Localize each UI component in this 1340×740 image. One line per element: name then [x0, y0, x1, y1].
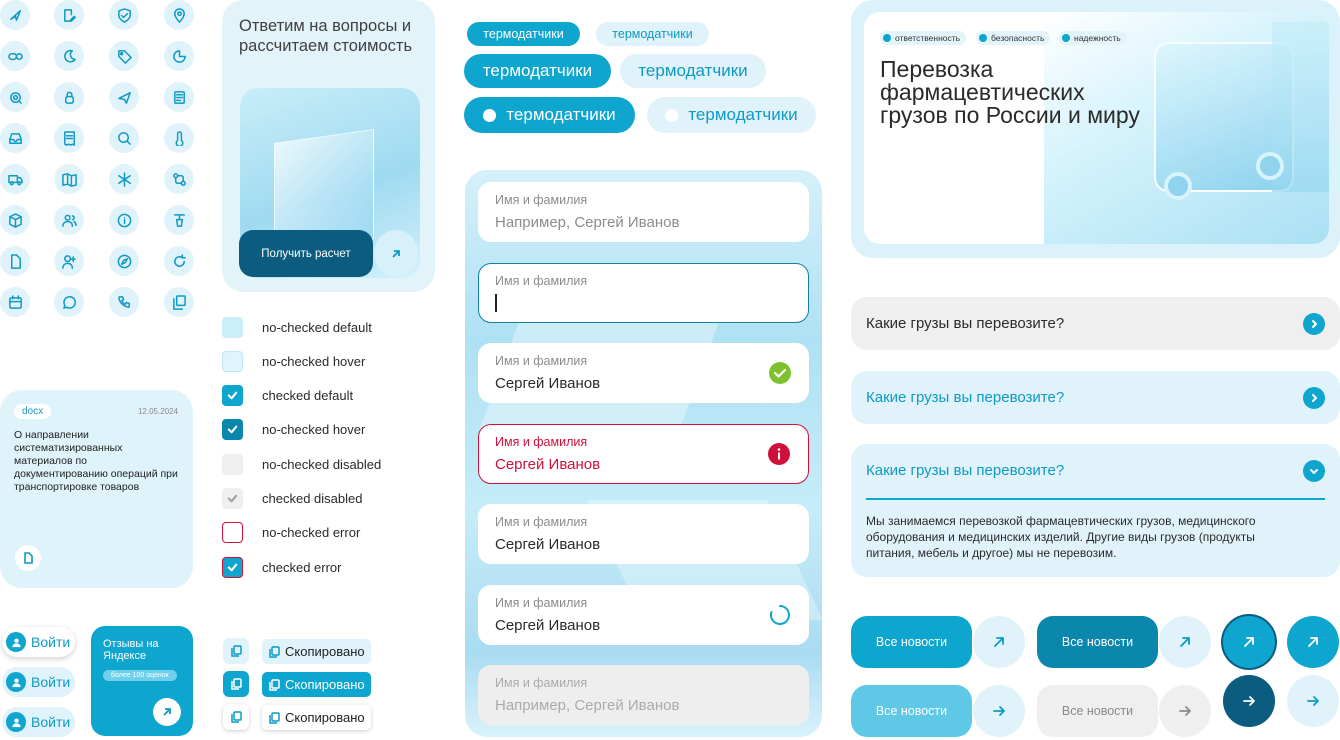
arrow-up-right-icon[interactable] [1223, 616, 1275, 668]
copied-label: Скопировано [285, 644, 365, 659]
calendar-icon [0, 287, 30, 317]
document-date: 12.05.2024 [137, 407, 178, 416]
name-field-success[interactable] [478, 343, 809, 403]
calculation-card [222, 0, 435, 292]
all-news-button-light[interactable]: Все новости [851, 685, 972, 737]
copied-label: Скопировано [285, 710, 365, 725]
route-icon [164, 164, 194, 194]
compass-icon [109, 246, 139, 276]
copied-button[interactable] [262, 705, 371, 730]
faq-item-open[interactable] [851, 444, 1340, 577]
hero-tag: ответственность [880, 31, 966, 45]
field-value: Сергей Иванов [495, 617, 601, 634]
field-placeholder: Например, Сергей Иванов [495, 697, 680, 714]
checkbox[interactable] [222, 522, 243, 543]
airplane-icon [109, 82, 139, 112]
checkbox-row[interactable] [222, 522, 360, 544]
arrow-up-right-icon[interactable] [1287, 616, 1339, 668]
login-label: Войти [31, 634, 71, 650]
copy-button[interactable] [223, 671, 249, 697]
checkbox-label: checked error [262, 559, 342, 575]
yandex-reviews-card[interactable] [91, 626, 193, 736]
checkbox[interactable] [222, 454, 243, 475]
edit-doc-icon [54, 0, 84, 30]
reviews-badge: более 100 оценок [103, 670, 177, 681]
add-user-icon [54, 246, 84, 276]
arrow-up-right-icon[interactable] [973, 616, 1025, 668]
field-value: Сергей Иванов [495, 536, 601, 553]
file-icon[interactable] [15, 545, 41, 571]
get-calculation-button[interactable]: Получить расчет [239, 230, 373, 277]
chevron-down-icon [1303, 460, 1325, 482]
copied-button[interactable] [262, 639, 371, 664]
shield-check-icon [109, 0, 139, 30]
all-news-button-disabled: Все новости [1037, 685, 1158, 737]
arrow-right-icon[interactable] [1223, 675, 1275, 727]
arrow-up-right-icon[interactable] [153, 698, 181, 726]
user-icon [6, 632, 26, 652]
receipt-icon [54, 123, 84, 153]
hero-title: Перевозка фармацевтических грузов по России и миру [880, 56, 1140, 128]
checkbox[interactable] [222, 317, 243, 338]
field-label: Имя и фамилия [495, 354, 588, 368]
chip-radio-active[interactable] [464, 97, 635, 133]
user-icon [6, 712, 26, 732]
chip-label: термодатчики [506, 105, 616, 124]
people-icon [54, 205, 84, 235]
info-icon [109, 205, 139, 235]
checkbox-row[interactable] [222, 350, 365, 372]
faq-question: Какие грузы вы перевозите? [866, 315, 1065, 332]
customs-icon [164, 205, 194, 235]
login-button[interactable] [2, 707, 75, 737]
error-icon [768, 443, 790, 465]
chip-label: термодатчики [688, 105, 798, 124]
name-field-filled[interactable] [478, 504, 809, 564]
field-label: Имя и фамилия [495, 596, 588, 610]
arrow-up-right-icon[interactable] [1159, 616, 1211, 668]
checkbox-row[interactable] [222, 488, 362, 510]
name-field-focused[interactable] [478, 263, 809, 323]
checkbox-row[interactable] [222, 419, 365, 441]
name-field-loading[interactable] [478, 585, 809, 645]
copied-label: Скопировано [285, 677, 365, 692]
chip-active-medium[interactable] [464, 54, 611, 88]
text-cursor [495, 294, 497, 312]
checkbox[interactable] [222, 488, 243, 509]
chip-label: термодатчики [483, 27, 564, 41]
name-field-disabled [478, 665, 809, 725]
login-label: Войти [31, 674, 71, 690]
calculation-title: Ответим на вопросы и рассчитаем стоимость [239, 17, 413, 55]
chip-label: термодатчики [612, 27, 693, 41]
arrow-up-right-icon[interactable] [374, 230, 418, 277]
radio-dot [483, 109, 496, 122]
document-title: О направлении систематизированных материалов по документированию операций при транспортировке товаров [14, 429, 178, 493]
document-type-badge: docx [14, 404, 51, 419]
all-news-button[interactable]: Все новости [851, 616, 972, 668]
checkbox[interactable] [222, 557, 243, 578]
field-value: Сергей Иванов [495, 456, 601, 473]
checkbox-label: checked disabled [262, 491, 363, 506]
snowflake-icon [109, 164, 139, 194]
arrow-right-icon[interactable] [973, 685, 1025, 737]
map-icon [54, 164, 84, 194]
user-icon [6, 672, 26, 692]
magnifier-icon [0, 82, 30, 112]
file-icon [0, 246, 30, 276]
radio-dot [665, 109, 678, 122]
checkbox-label: no-checked default [262, 319, 372, 335]
field-value: Сергей Иванов [495, 375, 601, 392]
checkbox-row[interactable] [222, 385, 353, 407]
faq-answer: Мы занимаемся перевозкой фармацевтических грузов, медицинского оборудования и медицинских изделий. Другие виды грузов (продукты питания, мебель и другое) мы не перевозим. [866, 514, 1256, 560]
inbox-icon [0, 123, 30, 153]
chip-label: термодатчики [482, 61, 593, 80]
chip-radio[interactable] [647, 97, 816, 133]
field-label: Имя и фамилия [495, 435, 588, 449]
field-label: Имя и фамилия [495, 193, 588, 207]
chevron-right-icon [1303, 313, 1325, 335]
box-icon [0, 205, 30, 235]
name-field-default[interactable] [478, 182, 809, 242]
phone-icon [109, 287, 139, 317]
hero-card [864, 12, 1329, 244]
checkbox-row[interactable] [222, 316, 372, 338]
refresh-icon [164, 246, 194, 276]
field-label: Имя и фамилия [495, 515, 588, 529]
chip-label: термодатчики [638, 61, 748, 80]
lock-icon [54, 82, 84, 112]
hero-tag: надежность [1059, 31, 1127, 45]
copy-icon [164, 287, 194, 317]
arrow-right-icon[interactable] [1287, 675, 1339, 727]
navigation-icon [0, 0, 30, 30]
copy-button[interactable] [223, 638, 249, 664]
faq-item-default[interactable] [851, 297, 1340, 350]
faq-divider [866, 498, 1325, 500]
field-label: Имя и фамилия [495, 676, 588, 690]
location-pin-icon [164, 0, 194, 30]
field-label: Имя и фамилия [495, 274, 588, 288]
check-circle-icon [769, 362, 791, 384]
checkbox-label: no-checked hover [262, 422, 366, 438]
moon-icon [54, 41, 84, 71]
all-news-button-hover[interactable]: Все новости [1037, 616, 1158, 668]
pills-icon [0, 41, 30, 71]
checkbox-label: no-checked error [262, 525, 361, 541]
hero-tag: безопасность [976, 31, 1050, 45]
search-icon [109, 123, 139, 153]
login-button[interactable] [2, 627, 75, 657]
faq-question: Какие грузы вы перевозите? [866, 462, 1065, 479]
faq-item-hover[interactable] [851, 371, 1340, 424]
document-list-icon [164, 82, 194, 112]
copied-button[interactable] [262, 672, 371, 697]
chip-medium[interactable] [620, 54, 766, 88]
copy-button[interactable] [223, 704, 249, 730]
reviews-title: Отзывы на Яндексе [103, 638, 159, 662]
checkbox[interactable] [222, 419, 243, 440]
checkbox-label: no-checked hover [262, 353, 366, 369]
login-button[interactable] [2, 667, 75, 697]
login-label: Войти [31, 714, 71, 730]
checkbox-row[interactable] [222, 453, 381, 475]
arrow-right-icon [1159, 685, 1211, 737]
chip-small[interactable] [596, 22, 709, 46]
chevron-right-icon [1303, 387, 1325, 409]
checkbox[interactable] [222, 351, 243, 372]
whatsapp-icon [54, 287, 84, 317]
checkbox[interactable] [222, 385, 243, 406]
tag-icon [109, 41, 139, 71]
thermometer-icon [164, 123, 194, 153]
pie-chart-icon [164, 41, 194, 71]
name-field-error[interactable] [478, 424, 809, 484]
truck-icon [0, 164, 30, 194]
checkbox-label: no-checked disabled [262, 456, 382, 472]
checkbox-row[interactable] [222, 556, 341, 578]
checkbox-label: checked default [262, 388, 354, 404]
loading-spinner-icon [769, 604, 791, 626]
chip-active-small[interactable] [467, 22, 580, 46]
faq-question: Какие грузы вы перевозите? [866, 389, 1065, 406]
field-placeholder: Например, Сергей Иванов [495, 214, 680, 231]
